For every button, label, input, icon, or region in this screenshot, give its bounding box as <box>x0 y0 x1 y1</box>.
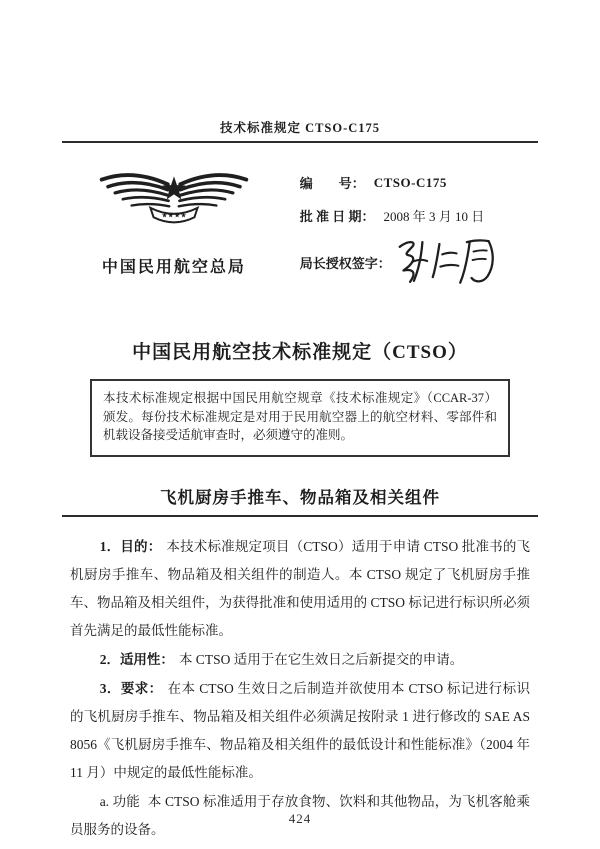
agency-block <box>62 165 286 293</box>
running-header: 技术标准规定 CTSO-C175 <box>62 118 538 143</box>
para-number: 3． <box>99 680 121 696</box>
approval-number-row <box>300 173 538 192</box>
para-number: 2． <box>99 651 120 667</box>
caac-emblem-icon <box>95 167 253 238</box>
para-label: 功能 <box>112 793 140 809</box>
masthead <box>62 165 538 293</box>
para-label: 要求： <box>120 680 163 696</box>
paragraph-requirements <box>70 675 530 787</box>
page-number: 424 <box>288 811 312 826</box>
svg-text:★★★★: ★★★★ <box>161 211 187 220</box>
paragraph-purpose <box>70 533 530 645</box>
section-title: 飞机厨房手推车、物品箱及相关组件 <box>160 487 440 507</box>
document-body <box>70 533 530 844</box>
date-value: 2008 年 3 月 10 日 <box>383 209 485 224</box>
director-signature <box>395 233 499 293</box>
para-label: 目的： <box>120 538 162 554</box>
signature-label: 局长授权签字： <box>299 256 391 271</box>
para-number: 1． <box>99 538 121 554</box>
agency-name: 中国民用航空总局 <box>101 259 246 276</box>
number-value: CTSO-C175 <box>373 174 447 190</box>
para-text: 本技术标准规定项目（CTSO）适用于申请 CTSO 批准书的飞机厨房手推车、物品箱及相关组件的制造人。本 CTSO 规定了飞机厨房手推车、物品箱及相关组件，为获得批准和使用适用的 CTSO 标记进行标识所必须首先满足的最低性能标准。 <box>70 538 531 638</box>
signature-row <box>300 239 538 293</box>
para-text: 本 CTSO 标准适用于存放食物、饮料和其他物品，为飞机客舱乘员服务的设备。 <box>70 793 531 837</box>
paragraph-applicability <box>70 646 530 674</box>
approval-block <box>286 165 538 293</box>
section-rule <box>62 515 538 517</box>
para-label: 适用性： <box>119 651 174 667</box>
document-title: 中国民用航空技术标准规定（CTSO） <box>132 342 468 363</box>
para-text: 在本 CTSO 生效日之后制造并欲使用本 CTSO 标记进行标识的飞机厨房手推车、物品箱及相关组件必须满足按附录 1 进行修改的 SAE AS 8056《飞机厨房手推车、物品箱及相关组件的最低设计和性能标准》（2004 年 11 月）中规定的最低性能标准。 <box>70 680 531 780</box>
para-text: 本 CTSO 适用于在它生效日之后新提交的申请。 <box>178 651 464 667</box>
date-label: 批 准 日 期： <box>299 209 375 224</box>
number-label: 编 号： <box>299 176 365 191</box>
approval-date-row <box>300 206 538 225</box>
para-number: a. <box>99 793 110 809</box>
notice-box: 本技术标准规定根据中国民用航空规章《技术标准规定》（CCAR-37）颁发。每份技术标准规定是对用于民用航空器上的航空材料、零部件和机载设备接受适航审查时，必须遵守的准则。 <box>90 379 510 457</box>
